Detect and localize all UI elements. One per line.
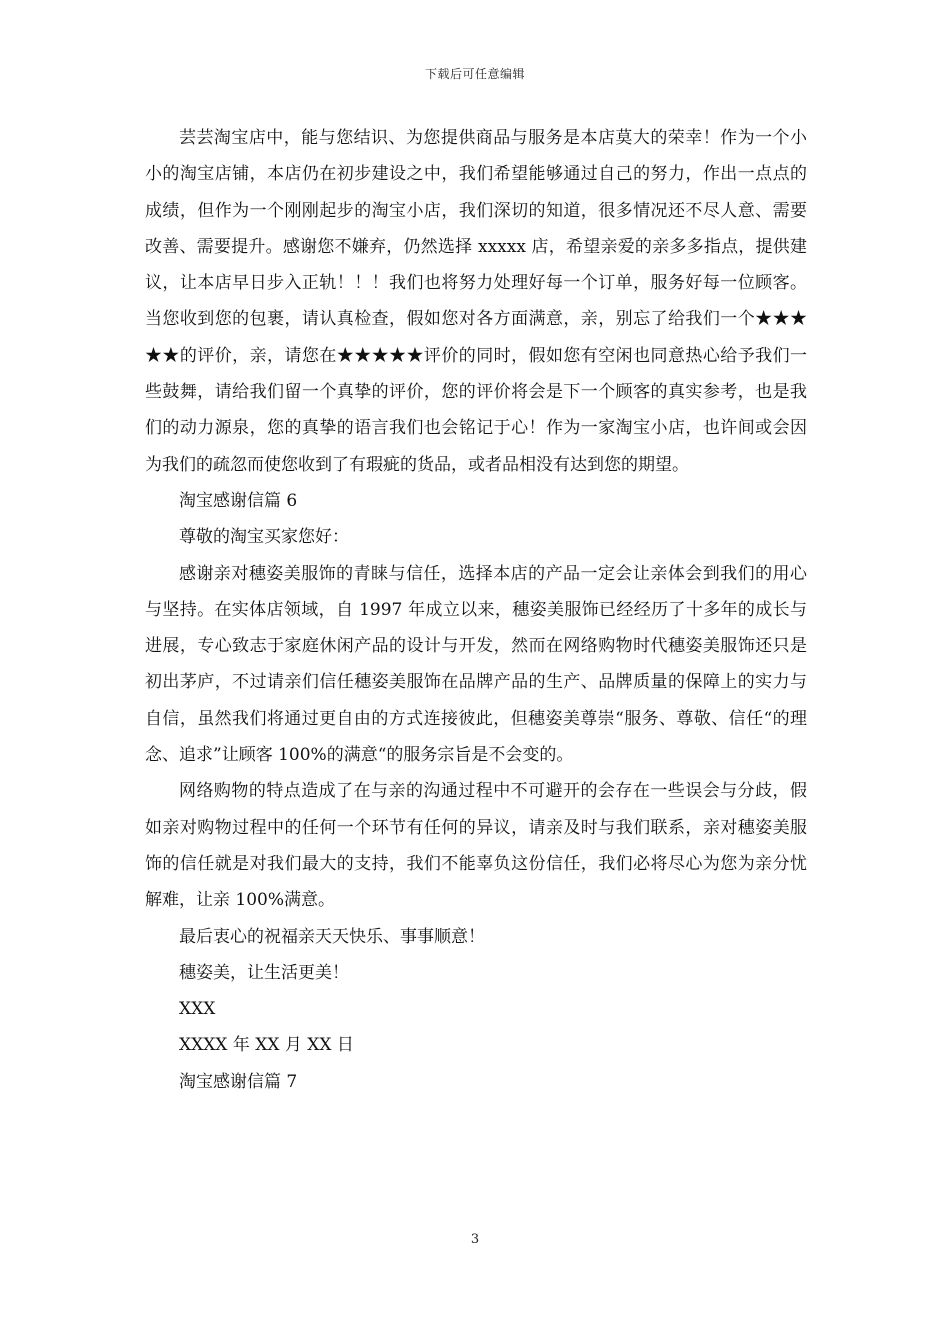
- document-body: [145, 120, 807, 1100]
- page-number: 3: [470, 1232, 480, 1247]
- closing-wish: 最后衷心的祝福亲天天快乐、事事顺意！: [179, 926, 485, 947]
- page-header: 下载后可任意编辑: [424, 67, 525, 81]
- paragraph-shop-thanks: 芸芸淘宝店中，能与您结识、为您提供商品与服务是本店莫大的荣幸！作为一个小小的淘宝店铺，本店仍在初步建设之中，我们希望能够通过自己的努力，作出一点点的成绩，但作为一个刚刚起步的淘宝小店，我们深切的知道，很多情况还不尽人意、需要改善、需要提升。感谢您不嫌弃，仍然选择 xxxxx 店，希望亲爱的亲多多指点，提供建议，让本店早日步入正轨！！！我们也将努力处理好每一个订单，服务好每一位顾客。当您收到您的包裹，请认真检查，假如您对各方面满意，亲，别忘了给我们一个★★★★★的评价，亲，请您在★★★★★评价的同时，假如您有空闲也同意热心给予我们一些鼓舞，请给我们留一个真挚的评价，您的评价将会是下一个顾客的真实参考，也是我们的动力源泉，您的真挚的语言我们也会铭记于心！作为一家淘宝小店，也许间或会因为我们的疏忽而使您收到了有瑕疵的货品，或者品相没有达到您的期望。: [145, 128, 807, 475]
- paragraph-brand-intro: 感谢亲对穗姿美服饰的青睐与信任，选择本店的产品一定会让亲体会到我们的用心与坚持。在实体店领域，自 1997 年成立以来，穗姿美服饰已经经历了十多年的成长与进展，专心致志于家庭休闲产品的设计与开发，然而在网络购物时代穗姿美服饰还只是初出茅庐，不过请亲们信任穗姿美服饰在品牌产品的生产、品牌质量的保障上的实力与自信，虽然我们将通过更自由的方式连接彼此，但穗姿美尊崇“服务、尊敬、信任“的理念、追求”让顾客 100%的满意“的服务宗旨是不会变的。: [145, 563, 807, 766]
- signature: XXX: [179, 999, 216, 1020]
- section-heading-6: 淘宝感谢信篇 6: [179, 490, 298, 511]
- section-heading-7: 淘宝感谢信篇 7: [179, 1071, 298, 1092]
- date-line: XXXX 年 XX 月 XX 日: [179, 1035, 354, 1056]
- salutation: 尊敬的淘宝买家您好：: [179, 527, 349, 548]
- brand-slogan: 穗姿美，让生活更美！: [179, 962, 349, 983]
- paragraph-online-shopping: 网络购物的特点造成了在与亲的沟通过程中不可避开的会存在一些误会与分歧，假如亲对购物过程中的任何一个环节有任何的异议，请亲及时与我们联系，亲对穗姿美服饰的信任就是对我们最大的支持，我们不能辜负这份信任，我们必将尽心为您为亲分忧解难，让亲 100%满意。: [145, 781, 807, 911]
